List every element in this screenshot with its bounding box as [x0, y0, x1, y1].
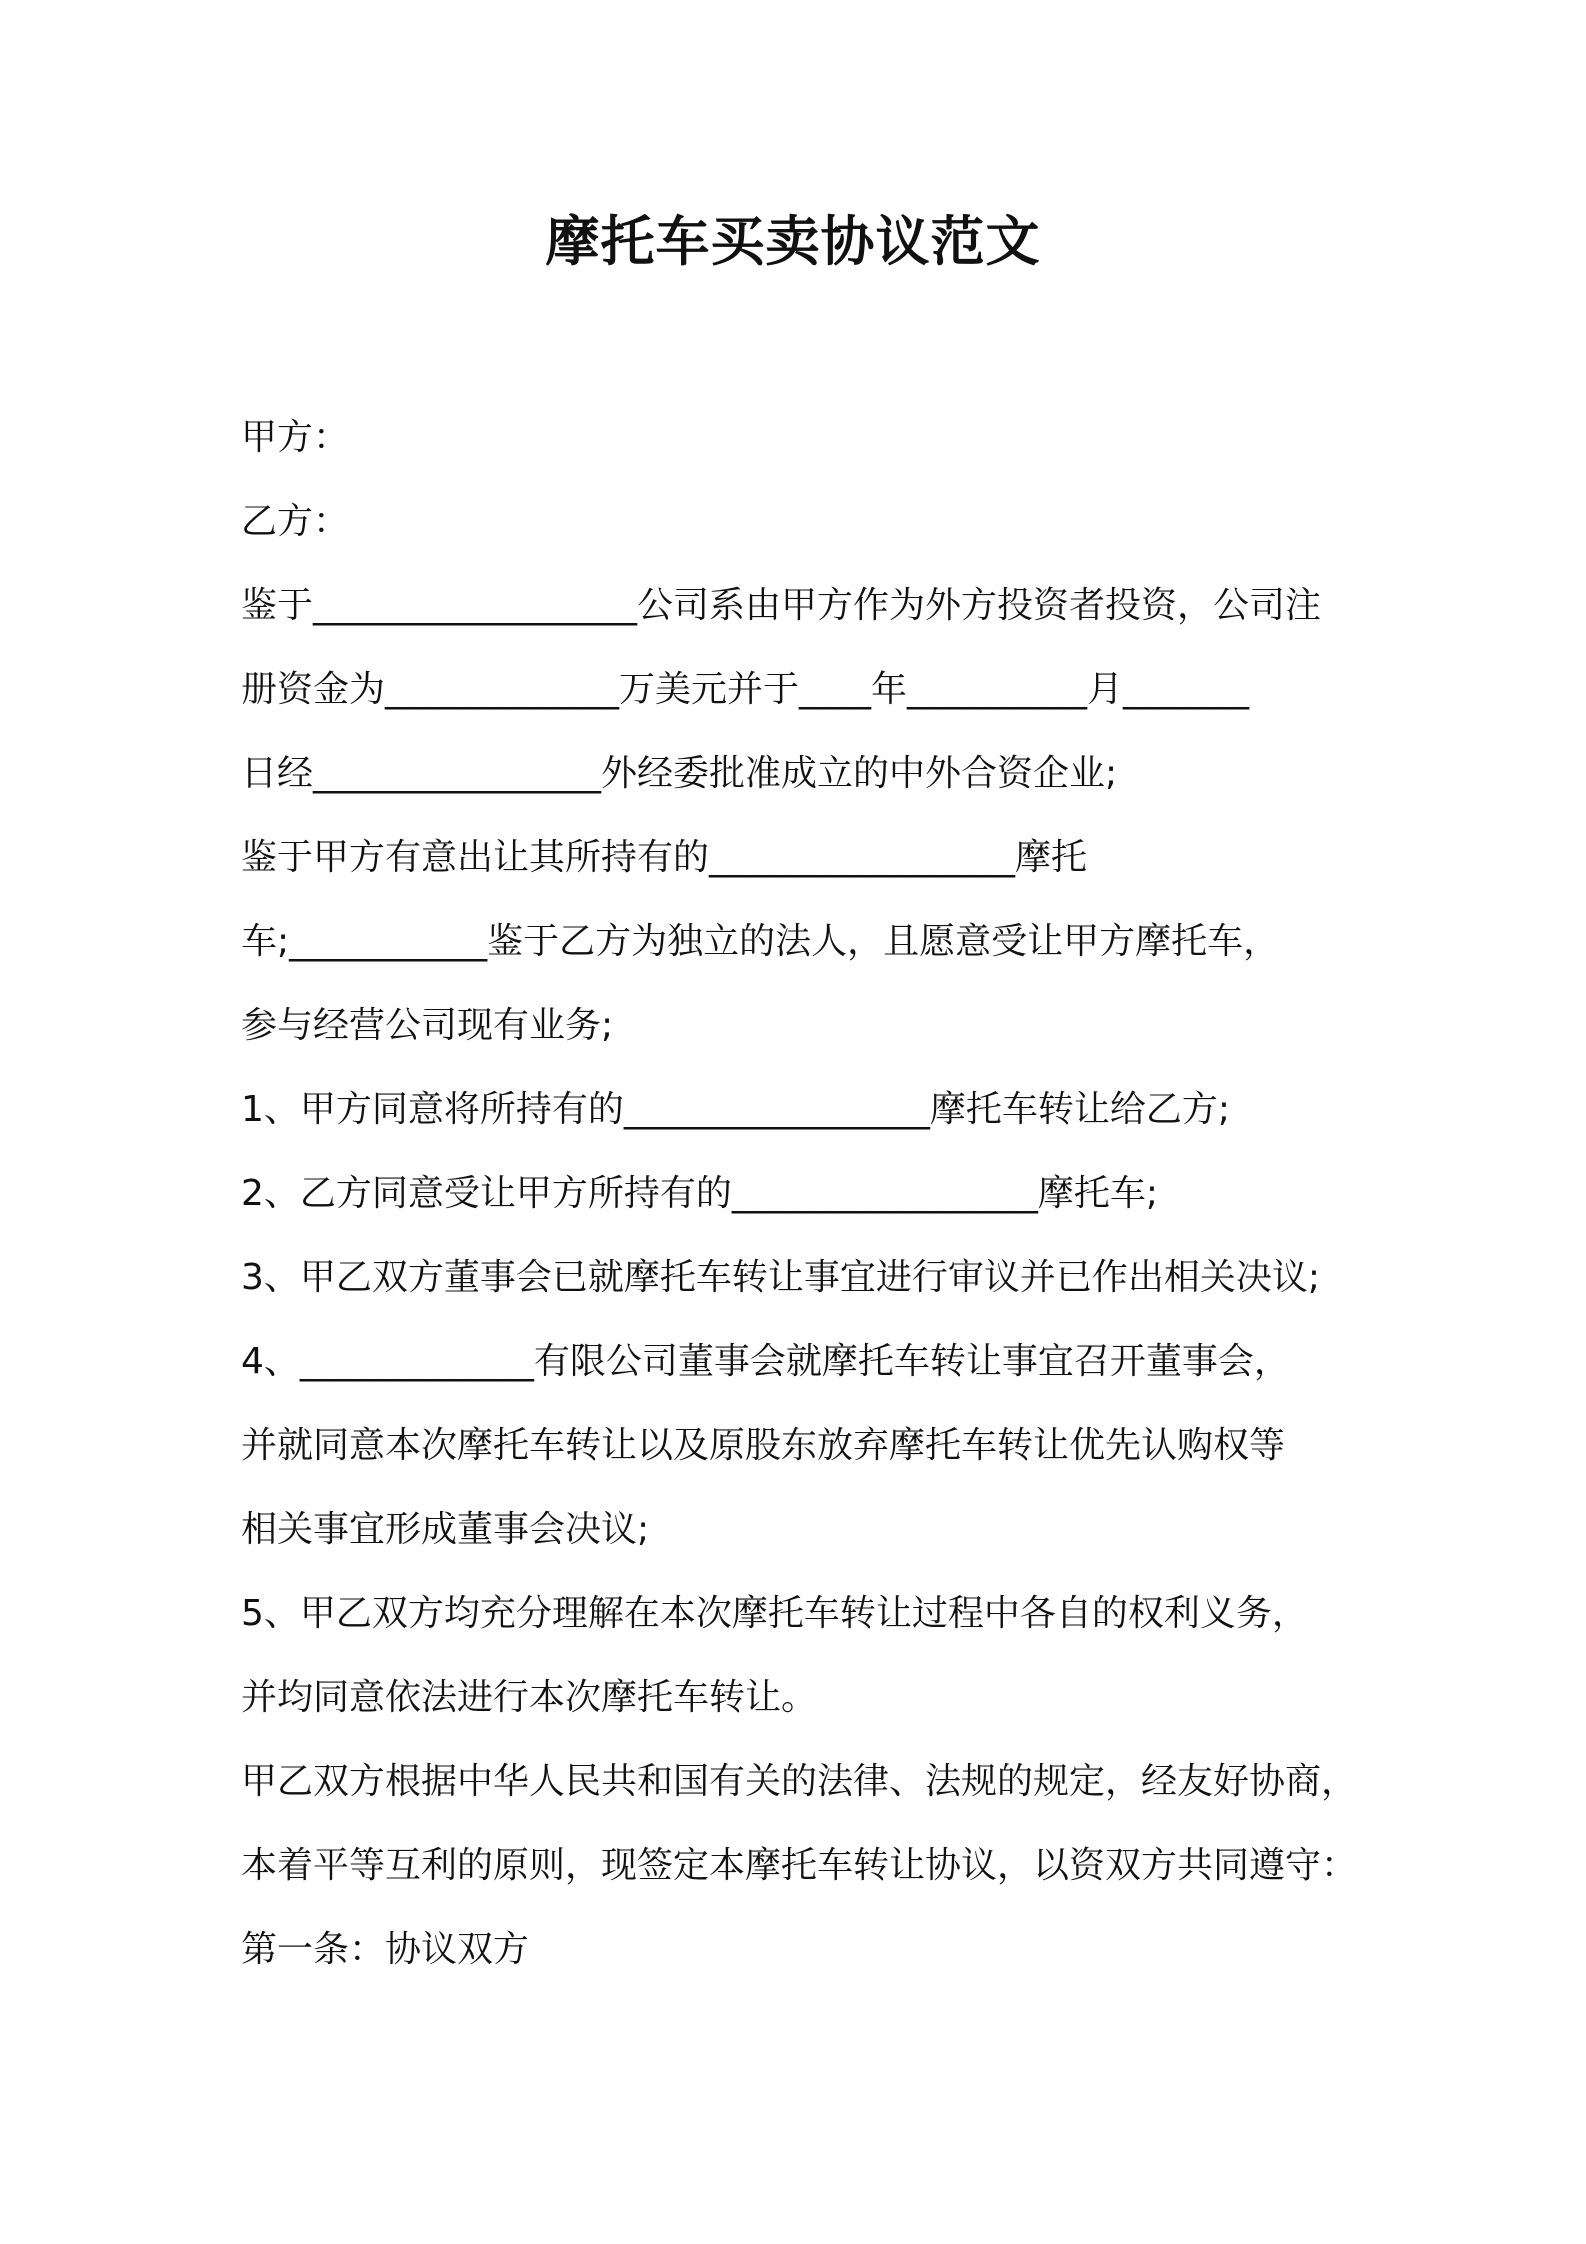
clause-line: 3、甲乙双方董事会已就摩托车转让事宜进行审议并已作出相关决议;: [241, 1257, 1321, 1298]
clause-line: 2、乙方同意受让甲方所持有的_________________摩托车;: [241, 1173, 1159, 1214]
clause-line: 相关事宜形成董事会决议;: [241, 1509, 650, 1550]
clause-line: 并均同意依法进行本次摩托车转让。: [241, 1677, 818, 1718]
party-a-line: 甲方：: [241, 417, 350, 458]
paragraph-line: 参与经营公司现有业务;: [241, 1005, 614, 1046]
document-title: 摩托车买卖协议范文: [545, 210, 1041, 273]
paragraph-line: 鉴于甲方有意出让其所持有的_________________摩托: [241, 837, 1088, 878]
clause-line: 4、_____________有限公司董事会就摩托车转让事宜召开董事会，: [241, 1341, 1290, 1382]
clause-line: 并就同意本次摩托车转让以及原股东放弃摩托车转让优先认购权等: [241, 1425, 1286, 1466]
clause-line: 1、甲方同意将所持有的_________________摩托车转让给乙方;: [241, 1089, 1231, 1130]
paragraph-line: 车;___________鉴于乙方为独立的法人，且愿意受让甲方摩托车，: [241, 921, 1280, 962]
article-heading: 第一条：协议双方: [241, 1929, 530, 1970]
paragraph-line: 鉴于__________________公司系由甲方作为外方投资者投资，公司注: [241, 585, 1322, 626]
paragraph-line: 册资金为_____________万美元并于____年__________月_______: [241, 669, 1250, 710]
clause-line: 5、甲乙双方均充分理解在本次摩托车转让过程中各自的权利义务，: [241, 1593, 1308, 1634]
party-b-line: 乙方：: [241, 501, 350, 542]
paragraph-line: 本着平等互利的原则，现签定本摩托车转让协议，以资双方共同遵守：: [241, 1845, 1358, 1886]
paragraph-line: 甲乙双方根据中华人民共和国有关的法律、法规的规定，经友好协商，: [241, 1761, 1358, 1802]
paragraph-line: 日经________________外经委批准成立的中外合资企业;: [241, 753, 1118, 794]
